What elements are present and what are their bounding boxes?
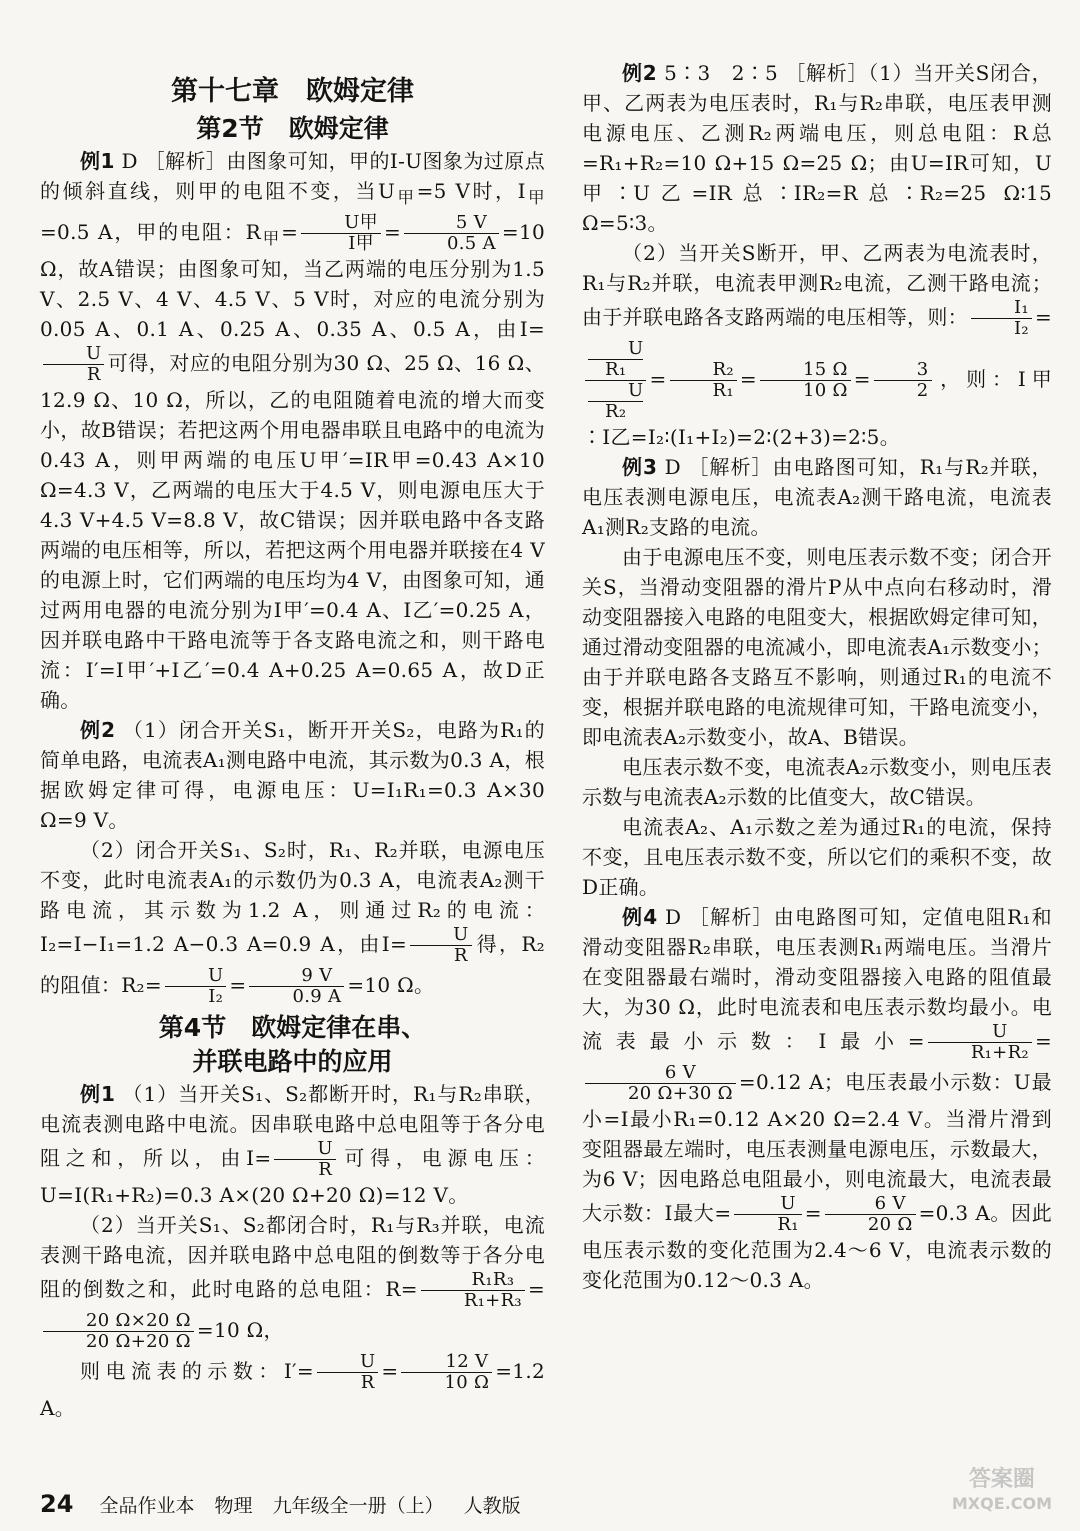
text-run: =0.12 A；电压表最小示数：U最小=I最小R₁=0.12 A×20 Ω=2.4 V。当滑片滑到变阻器最左端时，电压表测量电源电压，示数最大，为6 V；因电路总电阻最小，则电流最大，电流表最大示数：I最大= <box>582 1070 1052 1225</box>
right-example3-part2: 由于电源电压不变，则电压表示数不变；闭合开关S，当滑动变阻器的滑片P从中点向右移动时，滑动变阻器接入电路的电阻变大，根据欧姆定律可知，通过滑动变阻器的电流减小，即电流表A₁示数变小；由于并联电路各支路互不影响，则通过R₁的电流不变，根据并联电路的电流规律可知，干路电流变小，即电流表A₂示数变小，故A、B错误。 <box>582 545 1052 749</box>
fraction <box>317 1352 378 1393</box>
numerator: 3 <box>874 360 932 381</box>
denominator: 10 Ω <box>444 1372 490 1393</box>
text-run: （1）当开关S₁、S₂都断开时，R₁与R₂串联，电流表测电路中电流。因串联电路中总电阻等于各分电阻之和，所以，由I= <box>40 1082 545 1170</box>
denominator: R₁ <box>712 380 734 401</box>
text-run: = <box>381 1359 399 1383</box>
text-run: D ［解析］由图象可知，甲的I-U图象为过原点的倾斜直线，则甲的电阻不变，当U <box>40 149 545 203</box>
fraction <box>825 1194 916 1235</box>
denominator: R₁+R₂ <box>970 1042 1029 1063</box>
numerator: 6 V <box>585 1063 736 1084</box>
text-run: 可得，对应的电阻分别为30 Ω、25 Ω、16 Ω、12.9 Ω、10 Ω，所以，乙的电阻随着电流的增大而变小，故B错误；若把这两个用电器串联且电路中的电流为0.43 A，则甲两端的电压U甲′=IR甲=0.43 A×10 Ω=4.3 V，乙两端的电压大于4.5 V，则电源电压大于4.3 V+4.5 V=8.8 V，故C错误；因并联电路中各支路两端的电压相等，所以，若把这两个用电器并联接在4 V的电源上时，它们两端的电压均为4 V，由图象可知，通过两用电器的电流分别为I甲′=0.4 A、I乙′=0.25 A，因并联电路中干路电流等于各支路电流之和，则干路电流：I′=I甲′+I乙′=0.4 A+0.25 A=0.65 A，故D正确。 <box>40 351 545 712</box>
text-run: = <box>229 973 247 997</box>
numerator: 6 V <box>825 1194 916 1215</box>
text-run: =1.2 A。 <box>40 1359 545 1420</box>
section2-example2-part2 <box>40 835 545 1007</box>
text-run: 可得，电源电压：U=I(R₁+R₂)=0.3 A×(20 Ω+20 Ω)=12 V。 <box>40 1146 545 1207</box>
text-run: 甲 <box>525 188 545 207</box>
text-run: 5∶3 2∶5 ［解析］（1）当开关S闭合，甲、乙两表为电压表时，R₁与R₂串联，电压表甲测电源电压、乙测R₂两端电压，则总电阻：R总=R₁+R₂=10 Ω+15 Ω=25 Ω；由U=IR可知，U甲∶U乙=IR总∶IR₂=R总∶R₂=25 Ω∶15 Ω=5∶3。 <box>582 61 1052 235</box>
text-run: = <box>1034 305 1052 329</box>
denominator: 20 Ω+30 Ω <box>628 1083 733 1104</box>
denominator: I₂ <box>208 986 224 1007</box>
numerator: U甲 <box>301 213 381 234</box>
text-run: =5 V时，I <box>416 179 526 203</box>
right-example3-part1 <box>582 452 1052 542</box>
fraction <box>928 1022 1032 1063</box>
section4-example1-part1 <box>40 1079 545 1210</box>
numerator: U <box>274 1139 335 1160</box>
text-run: =10 Ω， <box>196 1318 284 1342</box>
fraction <box>165 966 226 1007</box>
numerator: 20 Ω×20 Ω <box>43 1311 194 1332</box>
denominator: R <box>360 1372 375 1393</box>
numerator <box>585 339 646 381</box>
text-run: 甲 <box>395 188 417 207</box>
text-run: （1）闭合开关S₁，断开开关S₂，电路为R₁的简单电路，电流表A₁测电路中电流，其示数为0.3 A，根据欧姆定律可得，电源电压：U=I₁R₁=0.3 A×30 Ω=9 V。 <box>40 718 545 832</box>
numerator: U <box>317 1352 378 1373</box>
fraction <box>404 213 499 254</box>
right-column <box>582 58 1052 1295</box>
fraction <box>274 1139 335 1180</box>
denominator <box>585 381 646 422</box>
denominator: R <box>86 364 101 385</box>
text-run: = <box>527 1277 545 1301</box>
page-number: 24 <box>40 1490 74 1518</box>
text-run: = <box>804 1201 822 1225</box>
denominator: 20 Ω <box>867 1214 913 1235</box>
text-run: = <box>853 367 871 391</box>
grade: 九年级全一册（上） <box>272 1495 444 1517</box>
fraction <box>410 925 471 966</box>
numerator: U <box>43 344 104 365</box>
fraction <box>670 360 737 401</box>
denominator: I₂ <box>1014 318 1029 339</box>
right-example4 <box>582 902 1052 1295</box>
text-run: = <box>649 367 667 391</box>
edition: 人教版 <box>463 1495 521 1517</box>
text-run: 甲 <box>261 229 282 248</box>
section-2-title: 第2节 欧姆定律 <box>196 114 389 143</box>
inner-numerator: U <box>588 339 643 360</box>
denominator: R <box>318 1159 333 1180</box>
numerator: U <box>410 925 471 946</box>
right-example3-part3: 电压表示数不变，电流表A₂示数变小，则电压表示数与电流表A₂示数的比值变大，故C错误。 <box>582 755 1052 809</box>
section-4-title-line2: 并联电路中的应用 <box>192 1047 393 1076</box>
fraction <box>401 1352 492 1393</box>
numerator: R₂ <box>670 360 737 381</box>
section2-example1 <box>40 146 545 715</box>
section4-example1-part3 <box>40 1352 545 1423</box>
text-run: =10 Ω。 <box>347 973 435 997</box>
numerator: 9 V <box>249 966 344 987</box>
denominator: R₁+R₃ <box>463 1290 522 1311</box>
denominator: I甲 <box>348 233 374 254</box>
fraction <box>971 298 1032 339</box>
numerator: 12 V <box>401 1352 492 1373</box>
watermark-line1: 答案圈 <box>968 1467 1035 1492</box>
example-label: 例1 <box>80 149 115 173</box>
text-run: （2）当开关S断开，甲、乙两表为电流表时，R₁与R₂并联，电流表甲测R₂电流，乙测干路电流；由于并联电路各支路两端的电压相等，则： <box>582 241 1052 329</box>
example-label: 例4 <box>622 905 658 929</box>
watermark-line2: MXQE.COM <box>951 1494 1052 1513</box>
denominator: 10 Ω <box>802 380 848 401</box>
example-label: 例2 <box>80 718 116 742</box>
text-run: = <box>1034 1029 1052 1053</box>
denominator: R <box>453 945 468 966</box>
denominator: 2 <box>916 380 929 401</box>
denominator: 20 Ω+20 Ω <box>86 1331 191 1352</box>
text-run: = <box>383 220 402 244</box>
numerator: U <box>928 1022 1032 1043</box>
book-title: 全品作业本 <box>99 1495 195 1517</box>
text-run: = <box>281 220 299 244</box>
left-column <box>40 58 545 1423</box>
section2-example2-part1 <box>40 715 545 835</box>
fraction <box>43 344 104 385</box>
section-4-title-line1: 第4节 欧姆定律在串、 <box>158 1013 427 1042</box>
fraction <box>585 1063 736 1104</box>
text-run: 则电流表的示数：I′= <box>80 1359 314 1383</box>
subject: 物理 <box>214 1495 253 1517</box>
right-example2-part1 <box>582 58 1052 238</box>
example-label: 例2 <box>622 61 657 85</box>
fraction <box>734 1194 801 1235</box>
numerator: 5 V <box>404 213 499 234</box>
text-run: D ［解析］由电路图可知，R₁与R₂并联，电压表测电源电压，电流表A₂测干路电流，电流表A₁测R₂支路的电流。 <box>582 455 1052 539</box>
numerator: U <box>734 1194 801 1215</box>
right-example3-part4: 电流表A₂、A₁示数之差为通过R₁的电流，保持不变，且电压表示数不变，所以它们的乘积不变，故D正确。 <box>582 815 1052 899</box>
numerator: U <box>165 966 226 987</box>
text-run: = <box>739 367 757 391</box>
denominator: 0.5 A <box>447 233 496 254</box>
page-footer <box>40 1490 535 1518</box>
text-run: =0.3 A。因此电压表示数的变化范围为2.4～6 V，电流表示数的变化范围为0.12～0.3 A。 <box>582 1201 1052 1292</box>
section4-example1-part2 <box>40 1210 545 1352</box>
text-run: ，则：I甲∶I乙=I₂∶(I₁+I₂)=2∶(2+3)=2∶5。 <box>582 367 1052 449</box>
fraction <box>301 213 381 254</box>
right-example2-part2 <box>582 238 1052 452</box>
chapter-title: 第十七章 欧姆定律 <box>171 76 414 107</box>
text-run: （2）闭合开关S₁、S₂时，R₁、R₂并联，电源电压不变，此时电流表A₁的示数仍为0.3 A，电流表A₂测干路电流，其示数为1.2 A，则通过R₂的电流：I₂=I−I₁=1.2 A−0.3 A=0.9 A，由I= <box>40 838 545 956</box>
denominator: R₁ <box>777 1214 799 1235</box>
inner-denominator: R₁ <box>605 359 627 380</box>
numerator: R₁R₃ <box>421 1270 525 1291</box>
inner-denominator: R₂ <box>605 401 627 422</box>
text-run: =10 Ω，故A错误；由图象可知，当乙两端的电压分别为1.5 V、2.5 V、4 V、4.5 V、5 V时，对应的电流分别为0.05 A、0.1 A、0.25 A、0.35 A、0.5 A，由I= <box>40 220 545 341</box>
fraction <box>874 360 932 401</box>
example-label: 例1 <box>80 1082 116 1106</box>
text-run: D ［解析］由电路图可知，定值电阻R₁和滑动变阻器R₂串联，电压表测R₁两端电压。当滑片在变阻器最右端时，滑动变阻器接入电路的阻值最大，为30 Ω，此时电流表和电压表示数均最小。电流表最小示数：I最小= <box>582 905 1052 1053</box>
fraction <box>421 1270 525 1311</box>
example-label: 例3 <box>622 455 658 479</box>
watermark-logo <box>952 1468 1052 1516</box>
fraction <box>249 966 344 1007</box>
numerator: I₁ <box>971 298 1032 319</box>
denominator: 0.9 A <box>292 986 342 1007</box>
text-run: （2）当开关S₁、S₂都闭合时，R₁与R₃并联，电流表测干路电流，因并联电路中总电阻的倒数等于各分电阻的倒数之和，此时电路的总电阻：R= <box>40 1213 545 1301</box>
fraction <box>760 360 851 401</box>
text-run: 得，R₂的阻值：R₂= <box>40 932 545 997</box>
numerator: 15 Ω <box>760 360 851 381</box>
compound-fraction <box>585 339 646 422</box>
fraction <box>43 1311 194 1352</box>
inner-numerator: U <box>588 381 643 402</box>
text-run: =0.5 A，甲的电阻：R <box>40 220 261 244</box>
